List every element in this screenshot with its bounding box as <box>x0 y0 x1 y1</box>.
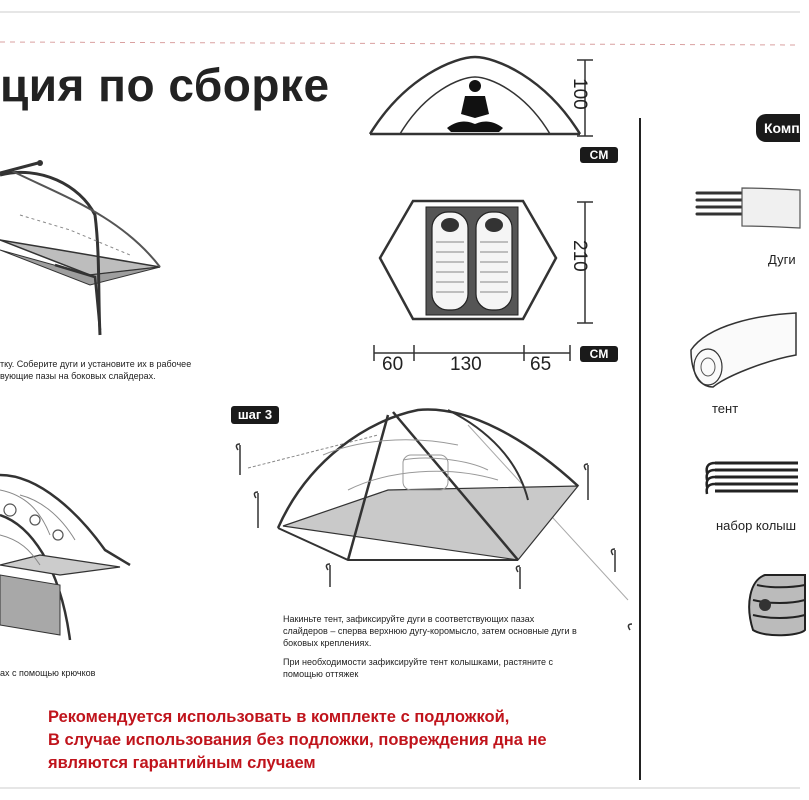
warning-text <box>48 706 547 775</box>
step2-illustration <box>0 455 140 645</box>
warning-line1: Рекомендуется использовать в комплекте с подложкой, <box>48 708 510 726</box>
kit-item-stakes-label: набор колыш <box>716 518 797 533</box>
height-value: 100 <box>569 78 590 110</box>
rainfly-icon <box>688 305 800 385</box>
stakes-icon <box>700 455 800 505</box>
cm-badge-bottom: CM <box>580 346 618 362</box>
step1-illustration <box>0 155 220 345</box>
sleeping-bag-icon-left <box>432 212 468 310</box>
page-title: ция по сборке <box>0 59 330 111</box>
person-icon <box>447 80 503 132</box>
warning-line3: являются гарантийным случаем <box>48 754 316 772</box>
width-left-value: 60 <box>382 354 404 375</box>
warning-line2: В случае использования без подложки, повреждения дна не <box>48 731 547 749</box>
sleeping-bag-icon-right <box>476 212 512 310</box>
step3-badge: шаг 3 <box>231 406 279 424</box>
length-value: 210 <box>569 240 590 272</box>
kit-item-rainfly-label: тент <box>712 401 739 416</box>
cm-badge-top: CM <box>580 147 618 163</box>
step3-caption-line1: Накиньте тент, зафиксируйте дуги в соответствующих пазах <box>283 614 535 624</box>
step2-caption: ах с помощью крючков <box>0 668 96 678</box>
step3-note-line1: При необходимости зафиксируйте тент колышками, растяните с <box>283 657 554 667</box>
stuff-sack-icon <box>745 570 805 640</box>
front-view-diagram <box>365 52 595 142</box>
step3-caption-line3: боковых креплениях. <box>283 638 372 648</box>
step1-caption-line1: тку. Соберите дуги и установите их в рабочее <box>0 359 192 369</box>
kit-item-poles-label: Дуги <box>768 252 796 267</box>
width-center-value: 130 <box>450 354 482 375</box>
step3-note-line2: помощью оттяжек <box>283 669 359 679</box>
floor-plan-diagram <box>378 196 558 326</box>
step3-caption-line2: слайдеров – сперва верхнюю дугу-коромысло, затем основные дуги в <box>283 626 577 636</box>
step3-illustration <box>228 400 628 600</box>
step1-caption-line2: вующие пазы на боковых слайдерах. <box>0 371 156 381</box>
width-right-value: 65 <box>530 354 552 375</box>
kit-header-badge: Компл <box>756 114 800 142</box>
poles-icon <box>692 178 802 238</box>
